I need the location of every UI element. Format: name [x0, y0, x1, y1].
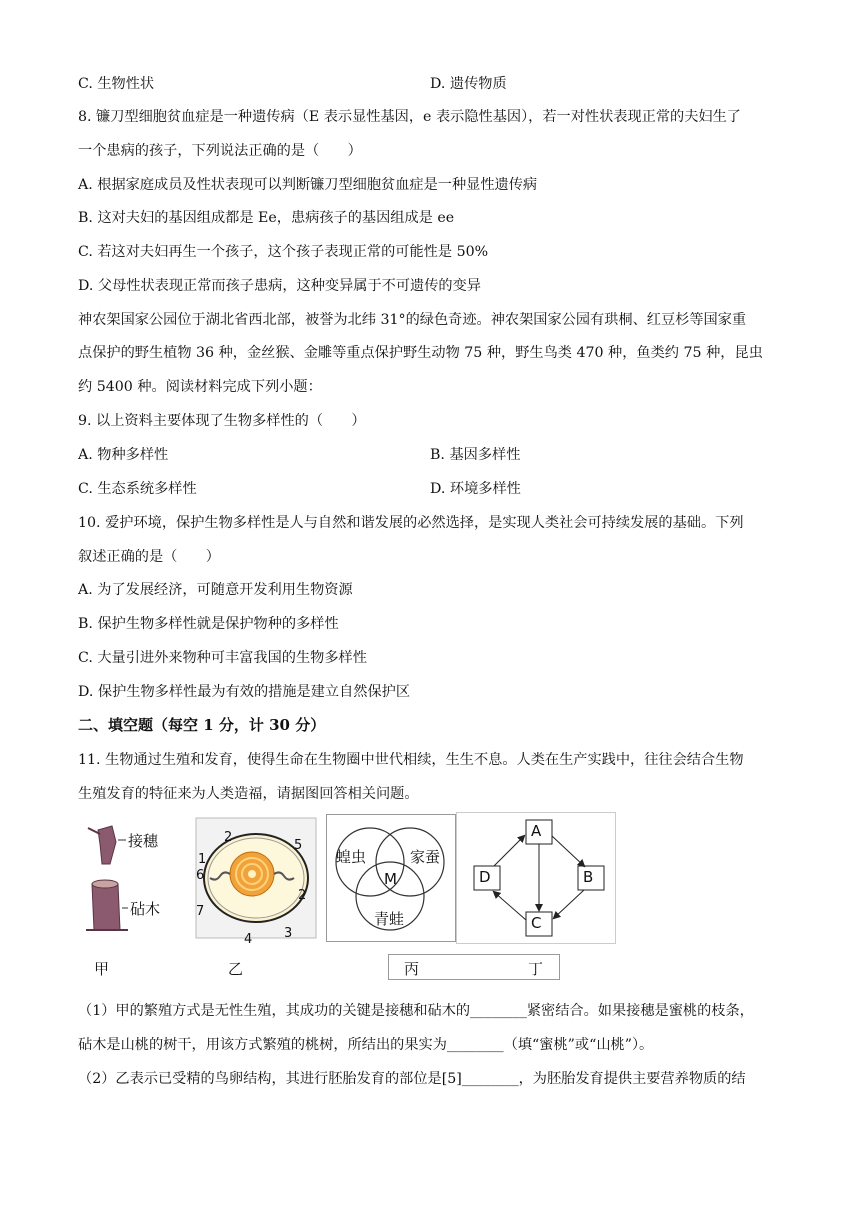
venn-locust: 蝗虫	[336, 848, 367, 866]
q8-stem-line2: 一个患病的孩子，下列说法正确的是（ ）	[78, 143, 362, 159]
label-rootstock: 砧木	[130, 900, 161, 918]
q9-option-d: D. 环境多样性	[430, 481, 521, 497]
q10-option-b: B. 保护生物多样性就是保护物种的多样性	[78, 616, 339, 632]
cycle-node-a: A	[531, 822, 542, 840]
caption-jia: 甲	[94, 960, 110, 978]
material-line3: 约 5400 种。阅读材料完成下列小题：	[78, 379, 322, 395]
egg-num-2-right: 2	[298, 888, 307, 903]
q8-option-c: C. 若这对夫妇再生一个孩子，这个孩子表现正常的可能性是 50%	[78, 244, 489, 260]
egg-num-3: 3	[284, 926, 293, 941]
q11-part2-line1: （2）乙表示已受精的鸟卵结构，其进行胚胎发育的部位是[5]________，为胚胎发育提供主要营养物质的结	[78, 1071, 746, 1087]
egg-num-7: 7	[196, 904, 205, 919]
q9-option-b: B. 基因多样性	[430, 447, 521, 463]
egg-num-6: 6	[196, 868, 205, 883]
q8-option-a: A. 根据家庭成员及性状表现可以判断镰刀型细胞贫血症是一种显性遗传病	[78, 177, 538, 193]
q10-stem-line2: 叙述正确的是（ ）	[78, 549, 220, 565]
venn-center-m: M	[384, 870, 397, 888]
q8-option-b: B. 这对夫妇的基因组成都是 Ee，患病孩子的基因组成是 ee	[78, 210, 455, 226]
venn-frog: 青蛙	[374, 910, 405, 928]
q11-stem-line1: 11. 生物通过生殖和发育，使得生命在生物圈中世代相续，生生不息。人类在生产实践中，往往会结合生物	[78, 752, 744, 768]
caption-ding: 丁	[528, 960, 544, 978]
venn-silkworm: 家蚕	[410, 848, 441, 866]
q10-option-a: A. 为了发展经济，可随意开发利用生物资源	[78, 582, 353, 598]
q11-part1-line2: 砧木是山桃的树干，用该方式繁殖的桃树，所结出的果实为________（填“蜜桃”或“山桃”）。	[78, 1037, 654, 1053]
material-line2: 点保护的野生植物 36 种，金丝猴、金雕等重点保护野生动物 75 种，野生鸟类 470 种，鱼类约 75 种，昆虫	[78, 345, 763, 361]
q11-stem-line2: 生殖发育的特征来为人类造福，请据图回答相关问题。	[78, 786, 419, 802]
caption-bing: 丙	[404, 960, 420, 978]
label-scion: 接穗	[128, 832, 159, 850]
q11-part1-line1: （1）甲的繁殖方式是无性生殖，其成功的关键是接穗和砧木的________紧密结合。如果接穗是蜜桃的枝条，	[78, 1003, 754, 1019]
q7-option-c: C. 生物性状	[78, 76, 155, 92]
egg-num-5: 5	[294, 838, 303, 853]
q9-option-c: C. 生态系统多样性	[78, 481, 197, 497]
q10-stem-line1: 10. 爱护环境，保护生物多样性是人与自然和谐发展的必然选择，是实现人类社会可持续发展的基础。下列	[78, 515, 744, 531]
q10-option-d: D. 保护生物多样性最为有效的措施是建立自然保护区	[78, 684, 411, 700]
cycle-node-c: C	[531, 914, 542, 932]
material-line1: 神农架国家公园位于湖北省西北部，被誉为北纬 31°的绿色奇迹。神农架国家公园有珙桐、红豆杉等国家重	[78, 312, 747, 328]
cycle-node-b: B	[583, 868, 594, 886]
egg-num-1: 1	[198, 852, 207, 867]
bird-egg-diagram	[186, 810, 326, 945]
section2-heading: 二、填空题（每空 1 分，计 30 分）	[78, 716, 326, 734]
q7-option-d: D. 遗传物质	[430, 76, 507, 92]
caption-yi: 乙	[228, 960, 244, 978]
q9-option-a: A. 物种多样性	[78, 447, 169, 463]
egg-num-2-top: 2	[224, 830, 233, 845]
cycle-node-d: D	[479, 868, 491, 886]
egg-num-4: 4	[244, 932, 253, 947]
q10-option-c: C. 大量引进外来物种可丰富我国的生物多样性	[78, 650, 367, 666]
q8-option-d: D. 父母性状表现正常而孩子患病，这种变异属于不可遗传的变异	[78, 278, 481, 294]
q9-stem: 9. 以上资料主要体现了生物多样性的（ ）	[78, 413, 366, 429]
q11-figure	[78, 812, 618, 984]
q8-stem-line1: 8. 镰刀型细胞贫血症是一种遗传病（E 表示显性基因，e 表示隐性基因），若一对性状表现正常的夫妇生了	[78, 109, 741, 125]
